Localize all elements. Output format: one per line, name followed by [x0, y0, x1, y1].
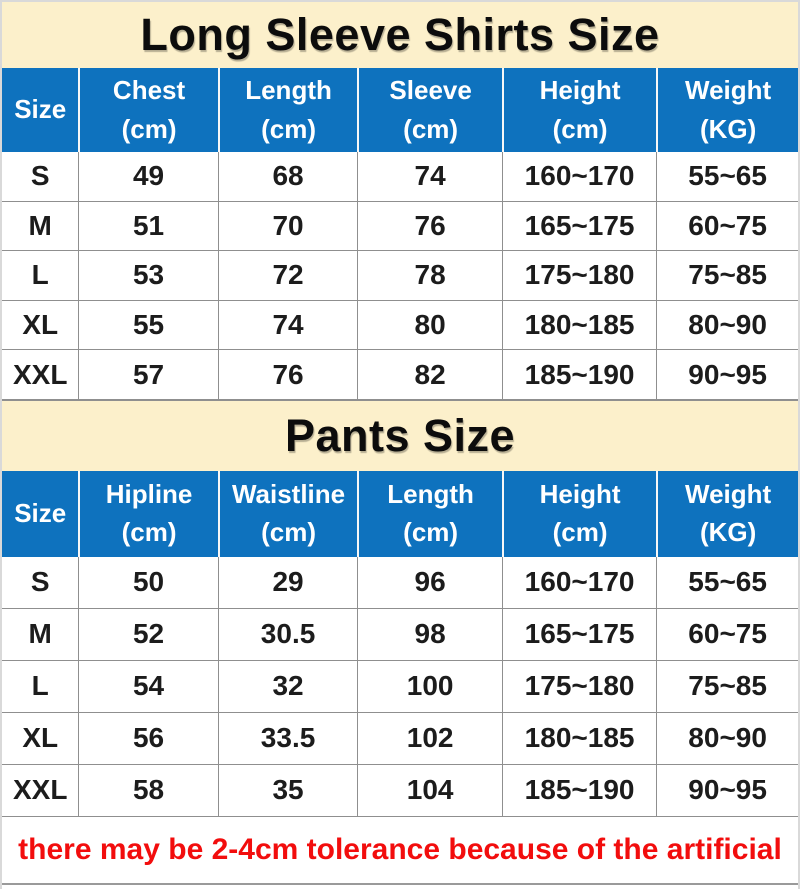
value-cell: 76 — [357, 202, 501, 251]
table-row-xxl — [2, 765, 798, 817]
table-row-xxl — [2, 350, 798, 400]
table-row-m — [2, 202, 798, 252]
header-label: Length — [245, 75, 332, 106]
value-cell: 180~185 — [502, 713, 656, 764]
value-cell: 76 — [218, 350, 358, 399]
table-row-l — [2, 251, 798, 301]
header-unit: (cm) — [403, 113, 459, 144]
header-label: Chest — [112, 75, 186, 106]
header-unit: (cm) — [261, 517, 316, 548]
header-cell-length — [218, 68, 358, 152]
header-unit: (KG) — [699, 517, 757, 548]
shirts-title-band — [2, 2, 798, 68]
value-cell: 90~95 — [656, 350, 798, 399]
shirts-header-row — [2, 68, 798, 152]
value-cell: 80~90 — [656, 713, 798, 764]
value-cell: 50 — [78, 557, 217, 608]
header-cell-weight — [656, 68, 798, 152]
header-unit: (cm) — [121, 113, 177, 144]
table-row-s — [2, 152, 798, 202]
value-cell: 57 — [78, 350, 217, 399]
value-cell: 80~90 — [656, 301, 798, 350]
value-cell: 58 — [78, 765, 217, 816]
value-cell: 75~85 — [656, 251, 798, 300]
value-cell: 55 — [78, 301, 217, 350]
size-cell: L — [31, 259, 49, 291]
header-unit: (cm) — [261, 113, 316, 144]
header-cell-size — [2, 471, 78, 557]
table-row-m — [2, 609, 798, 661]
size-cell: XXL — [12, 774, 68, 806]
value-cell: 72 — [218, 251, 358, 300]
value-cell: 100 — [357, 661, 501, 712]
header-label: Length — [387, 479, 474, 510]
value-cell: 30.5 — [218, 609, 358, 660]
value-cell: 175~180 — [502, 251, 656, 300]
value-cell: 33.5 — [218, 713, 358, 764]
table-row-l — [2, 661, 798, 713]
value-cell: 104 — [357, 765, 501, 816]
header-label: Height — [539, 479, 621, 510]
value-cell: 60~75 — [656, 609, 798, 660]
value-cell: 175~180 — [502, 661, 656, 712]
tolerance-note-row — [2, 817, 798, 885]
header-label: Height — [539, 75, 621, 106]
size-cell: M — [28, 618, 52, 650]
header-unit: (cm) — [552, 517, 608, 548]
value-cell: 35 — [218, 765, 358, 816]
header-cell-length — [357, 471, 501, 557]
size-cell: S — [30, 566, 50, 598]
value-cell: 185~190 — [502, 350, 656, 399]
size-cell: S — [30, 160, 50, 192]
value-cell: 102 — [357, 713, 501, 764]
header-unit: (cm) — [121, 517, 177, 548]
shirts-table-title: Long Sleeve Shirts Size — [140, 9, 660, 60]
value-cell: 60~75 — [656, 202, 798, 251]
table-row-xl — [2, 301, 798, 351]
header-cell-size — [2, 68, 78, 152]
header-cell-weight — [656, 471, 798, 557]
header-label: Sleeve — [389, 75, 472, 106]
header-cell-sleeve — [357, 68, 501, 152]
value-cell: 160~170 — [502, 152, 656, 201]
size-cell: XL — [22, 722, 59, 754]
value-cell: 68 — [218, 152, 358, 201]
value-cell: 54 — [78, 661, 217, 712]
value-cell: 32 — [218, 661, 358, 712]
size-cell: M — [28, 209, 52, 241]
header-cell-hipline — [78, 471, 217, 557]
value-cell: 74 — [357, 152, 501, 201]
value-cell: 82 — [357, 350, 501, 399]
value-cell: 75~85 — [656, 661, 798, 712]
size-cell: XL — [22, 309, 59, 341]
header-cell-height — [502, 68, 656, 152]
table-row-xl — [2, 713, 798, 765]
header-cell-waistline — [218, 471, 358, 557]
pants-table-title: Pants Size — [284, 409, 516, 461]
value-cell: 74 — [218, 301, 358, 350]
header-label: Hipline — [105, 479, 193, 510]
pants-title-band — [2, 400, 798, 471]
value-cell: 53 — [78, 251, 217, 300]
size-tables — [2, 2, 798, 817]
value-cell: 56 — [78, 713, 217, 764]
header-label: Size — [14, 498, 67, 529]
value-cell: 52 — [78, 609, 217, 660]
header-cell-height — [502, 471, 656, 557]
size-cell: L — [31, 670, 49, 702]
value-cell: 55~65 — [656, 152, 798, 201]
value-cell: 165~175 — [502, 609, 656, 660]
table-row-s — [2, 557, 798, 609]
header-label: Waistline — [231, 479, 346, 510]
size-cell: XXL — [12, 358, 68, 390]
value-cell: 80 — [357, 301, 501, 350]
value-cell: 98 — [357, 609, 501, 660]
header-unit: (cm) — [403, 517, 459, 548]
tolerance-note-text: there may be 2-4cm tolerance because of the artificial — [18, 832, 782, 866]
value-cell: 180~185 — [502, 301, 656, 350]
value-cell: 165~175 — [502, 202, 656, 251]
value-cell: 29 — [218, 557, 358, 608]
value-cell: 90~95 — [656, 765, 798, 816]
header-unit: (cm) — [552, 113, 608, 144]
header-label: Weight — [685, 75, 772, 106]
value-cell: 185~190 — [502, 765, 656, 816]
value-cell: 96 — [357, 557, 501, 608]
table-section-pants — [2, 400, 798, 817]
value-cell: 55~65 — [656, 557, 798, 608]
value-cell: 78 — [357, 251, 501, 300]
value-cell: 49 — [78, 152, 217, 201]
header-unit: (KG) — [699, 113, 757, 144]
table-section-shirts — [2, 2, 798, 400]
value-cell: 160~170 — [502, 557, 656, 608]
value-cell: 70 — [218, 202, 358, 251]
value-cell: 51 — [78, 202, 217, 251]
header-label: Weight — [685, 479, 772, 510]
pants-header-row — [2, 471, 798, 557]
header-cell-chest — [78, 68, 217, 152]
header-label: Size — [14, 94, 67, 125]
